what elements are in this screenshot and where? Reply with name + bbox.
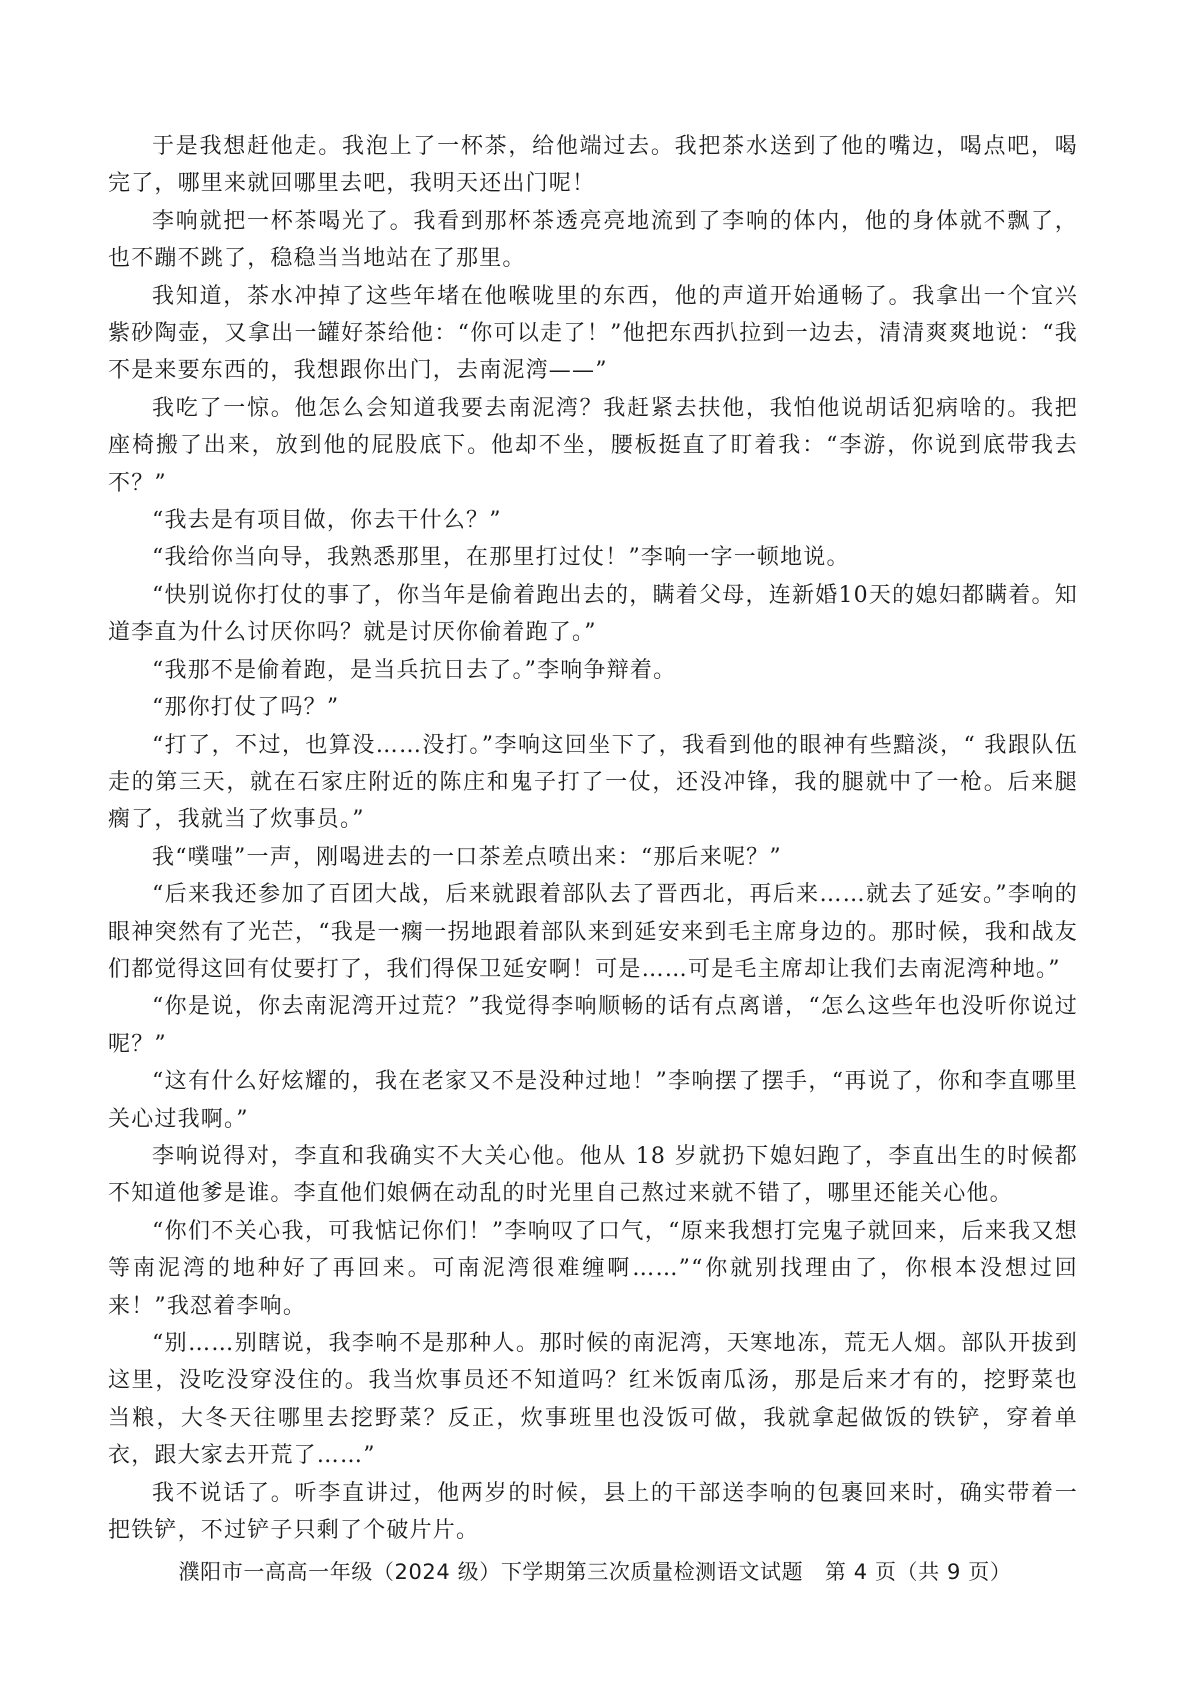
- paragraph: “别……别瞎说，我李响不是那种人。那时候的南泥湾，天寒地冻，荒无人烟。部队开拔到这里，没吃没穿没住的。我当炊事员还不知道吗？红米饭南瓜汤，那是后来才有的，挖野菜也当粮，大冬天往哪里去挖野菜？反正，炊事班里也没饭可做，我就拿起做饭的铁铲，穿着单衣，跟大家去开荒了……”: [108, 1331, 1078, 1469]
- paragraph: “那你打仗了吗？”: [152, 695, 340, 721]
- paragraph: “你们不关心我，可我惦记你们！”李响叹了口气，“原来我想打完鬼子就回来，后来我又想等南泥湾的地种好了再回来。可南泥湾很难缠啊……”“你就别找理由了，你根本没想过回来！”我怼着李响。: [108, 1218, 1078, 1319]
- paragraph: “你是说，你去南泥湾开过荒？”我觉得李响顺畅的话有点离谱，“怎么这些年也没听你说过呢？”: [108, 994, 1078, 1057]
- paragraph: 我“噗嗤”一声，刚喝进去的一口茶差点喷出来：“那后来呢？”: [152, 844, 782, 870]
- page-footer: 濮阳市一高高一年级（2024 级）下学期第三次质量检测语文试题 第 4 页（共 9 页）: [178, 1560, 1012, 1584]
- paragraph: “这有什么好炫耀的，我在老家又不是没种过地！”李响摆了摆手，“再说了，你和李直哪里关心过我啊。”: [108, 1069, 1078, 1132]
- paragraph: “后来我还参加了百团大战，后来就跟着部队去了晋西北，再后来……就去了延安。”李响的眼神突然有了光芒，“我是一瘸一拐地跟着部队来到延安来到毛主席身边的。那时候，我和战友们都觉得这回有仗要打了，我们得保卫延安啊！可是……可是毛主席却让我们去南泥湾种地。”: [108, 882, 1078, 982]
- paragraph: “打了，不过，也算没……没打。”李响这回坐下了，我看到他的眼神有些黯淡，“ 我跟队伍走的第三天，就在石家庄附近的陈庄和鬼子打了一仗，还没冲锋，我的腿就中了一枪。后来腿瘸了，我就当了炊事员。”: [108, 732, 1078, 833]
- article-body: [108, 128, 1078, 1549]
- paragraph: “快别说你打仗的事了，你当年是偷着跑出去的，瞒着父母，连新婚10天的媳妇都瞒着。知道李直为什么讨厌你吗？就是讨厌你偷着跑了。”: [108, 582, 1078, 646]
- paragraph: “我去是有项目做，你去干什么？”: [152, 508, 502, 534]
- paragraph: 我吃了一惊。他怎么会知道我要去南泥湾？我赶紧去扶他，我怕他说胡话犯病啥的。我把座椅搬了出来，放到他的屁股底下。他却不坐，腰板挺直了盯着我：“李游，你说到底带我去不？”: [108, 395, 1078, 496]
- paragraph: 我知道，茶水冲掉了这些年堵在他喉咙里的东西，他的声道开始通畅了。我拿出一个宜兴紫砂陶壶，又拿出一罐好茶给他：“你可以走了！”他把东西扒拉到一边去，清清爽爽地说：“我不是来要东西的，我想跟你出门，去南泥湾——”: [108, 283, 1078, 384]
- paragraph: 李响说得对，李直和我确实不大关心他。他从 18 岁就扔下媳妇跑了，李直出生的时候都不知道他爹是谁。李直他们娘俩在动乱的时光里自己熬过来就不错了，哪里还能关心他。: [108, 1143, 1078, 1207]
- paragraph: 于是我想赶他走。我泡上了一杯茶，给他端过去。我把茶水送到了他的嘴边，喝点吧，喝完了，哪里来就回哪里去吧，我明天还出门呢！: [108, 134, 1078, 197]
- paragraph: “我那不是偷着跑，是当兵抗日去了。”李响争辩着。: [152, 657, 677, 683]
- paragraph: “我给你当向导，我熟悉那里，在那里打过仗！”李响一字一顿地说。: [152, 545, 850, 571]
- paragraph: 我不说话了。听李直讲过，他两岁的时候，县上的干部送李响的包裹回来时，确实带着一把铁铲，不过铲子只剩了个破片片。: [108, 1480, 1078, 1544]
- paragraph: 李响就把一杯茶喝光了。我看到那杯茶透亮亮地流到了李响的体内，他的身体就不飘了，也不蹦不跳了，稳稳当当地站在了那里。: [108, 208, 1078, 272]
